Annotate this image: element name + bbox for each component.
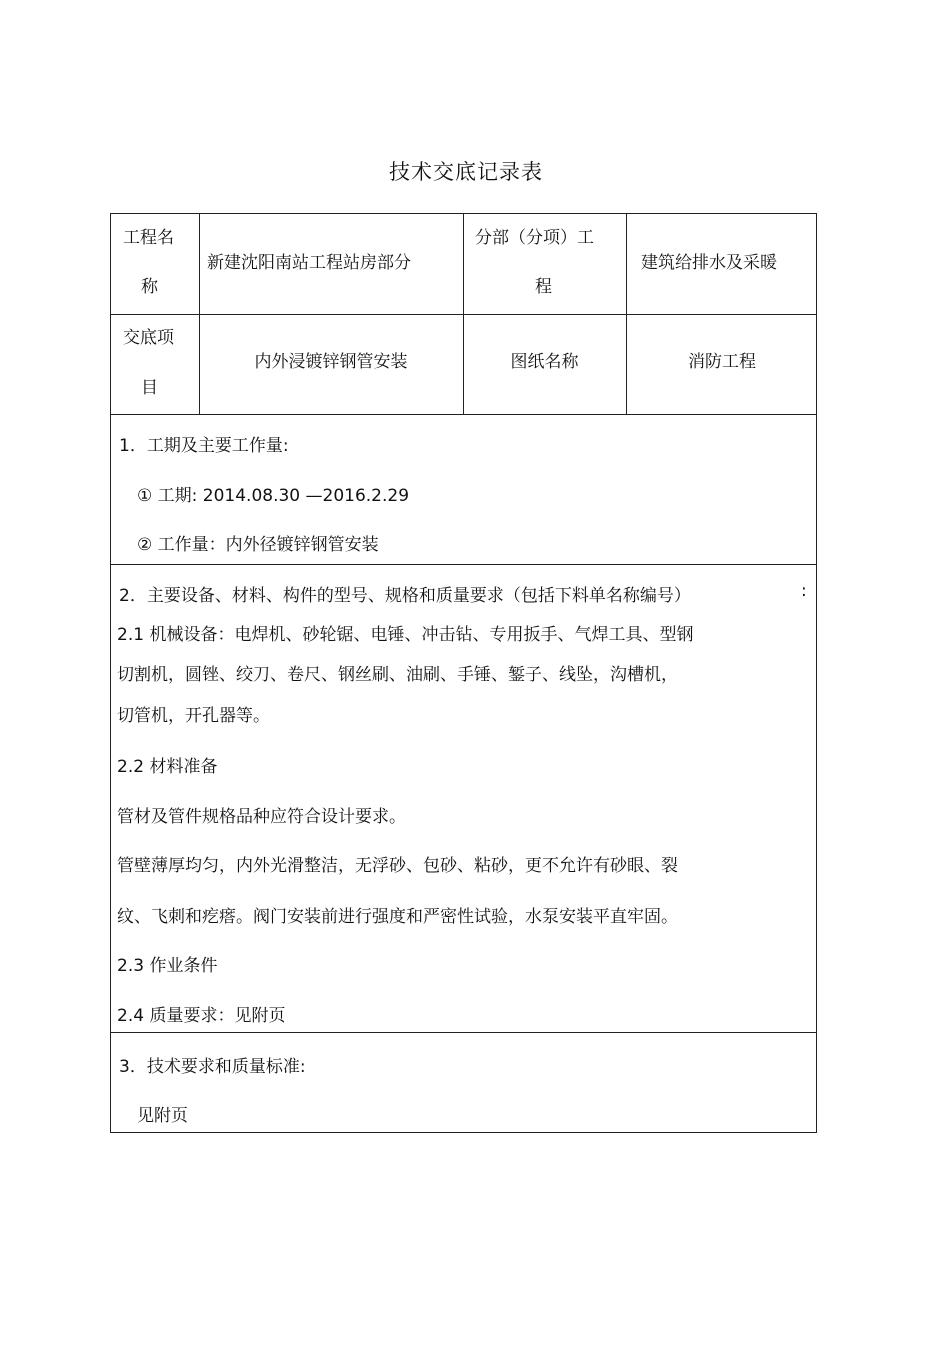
project-label-line2: 称	[141, 277, 158, 297]
item-value: 内外浸镀锌钢管安装	[254, 352, 408, 372]
division-label-line2: 程	[535, 277, 552, 297]
row-divider	[111, 414, 816, 415]
record-table	[110, 213, 817, 1133]
section3-heading: 3．技术要求和质量标准:	[119, 1057, 306, 1077]
project-value: 新建沈阳南站工程站房部分	[207, 253, 411, 273]
drawing-label: 图纸名称	[510, 352, 579, 372]
section1-heading: 1．工期及主要工作量:	[119, 436, 289, 456]
project-label-line1: 工程名	[123, 228, 174, 248]
col-divider	[199, 214, 200, 414]
section2-line: 纹、飞刺和疙瘩。阀门安装前进行强度和严密性试验，水泵安装平直牢固。	[117, 907, 678, 927]
section2-line: 2.4 质量要求：见附页	[117, 1006, 286, 1026]
section2-heading: 2．主要设备、材料、构件的型号、规格和质量要求（包括下料单名称编号）	[119, 586, 691, 606]
section3-line: 见附页	[137, 1106, 188, 1126]
drawing-value: 消防工程	[688, 352, 756, 372]
row-divider	[111, 1032, 816, 1033]
section2-line: 2.3 作业条件	[117, 956, 218, 976]
section2-line: 管材及管件规格品种应符合设计要求。	[117, 807, 406, 827]
division-label-line1: 分部（分项）工	[475, 228, 594, 248]
col-divider	[463, 214, 464, 414]
section2-line: 切割机，圆锉、绞刀、卷尺、钢丝刷、油刷、手锤、錾子、线坠，沟槽机，	[117, 665, 678, 685]
section2-heading-colon: :	[801, 581, 807, 601]
section2-line: 2.1 机械设备：电焊机、砂轮锯、电锤、冲击钻、专用扳手、气焊工具、型钢	[117, 625, 694, 645]
col-divider	[626, 214, 627, 414]
item-label-line2: 目	[141, 378, 158, 398]
row-divider	[111, 564, 816, 565]
section1-schedule: ① 工期: 2014.08.30 —2016.2.29	[137, 486, 410, 506]
section2-line: 管壁薄厚均匀，内外光滑整洁，无浮砂、包砂、粘砂，更不允许有砂眼、裂	[117, 856, 678, 876]
item-label-line1: 交底项	[123, 328, 174, 348]
division-value: 建筑给排水及采暖	[641, 253, 777, 273]
page-title: 技术交底记录表	[389, 160, 543, 184]
section2-line: 切管机，开孔器等。	[117, 706, 270, 726]
section2-line: 2.2 材料准备	[117, 757, 218, 777]
section1-workload: ② 工作量：内外径镀锌钢管安装	[137, 535, 379, 555]
